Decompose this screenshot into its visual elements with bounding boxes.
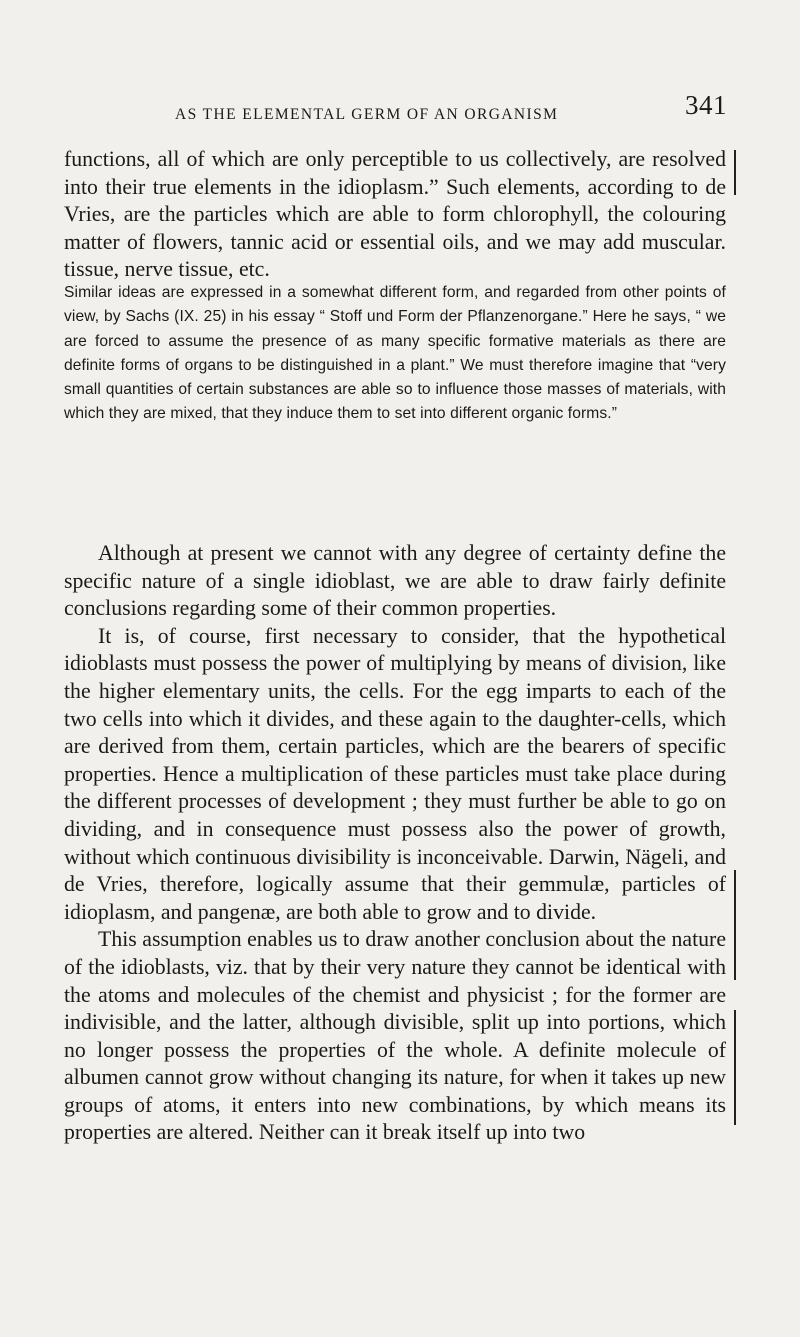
main-text [64, 540, 726, 1147]
paragraph-although: Although at present we cannot with any degree of certainty define the specific nature of a single idioblast, we are able to draw fairly definite conclusions regarding some of their common properties. [64, 541, 726, 621]
paragraph-text: functions, all of which are only perceptible to us collectively, are resolved into their true elements in the idioplasm.” Such elements, according to de Vries, are the particles which are able to form chlorophyll, the colouring matter of flowers, tannic acid or essential oils, and we may add muscular. tissue, nerve tissue, etc. [64, 147, 726, 282]
scan-mark [734, 150, 736, 195]
continuation-paragraph [64, 146, 726, 284]
page-number: 341 [685, 90, 727, 120]
scan-mark [734, 1010, 736, 1125]
quote-text: Similar ideas are expressed in a somewhat different form, and regarded from other points of view, by Sachs (IX. 25) in his essay “ Stoff und Form der Pflanzenorgane.” Here he says, “ we are forced to assume the presence of as many specific formative materials as there are definite forms of organs to be distinguished in a plant.” We must therefore imagine that “very small quantities of certain substances are able so to influence those masses of materials, with which they are mixed, that they induce them to set into different organic forms.” [64, 284, 726, 423]
quoted-passage [64, 281, 726, 427]
running-head [175, 90, 725, 134]
running-title: AS THE ELEMENTAL GERM OF AN ORGANISM [175, 106, 559, 123]
paragraph-this-assumption: This assumption enables us to draw another conclusion about the nature of the idioblasts, viz. that by their very nature they cannot be identical with the atoms and molecules of the chemist and physicist ; for the former are indivisible, and the latter, although divisible, split up into portions, which no longer possess the properties of the whole. A definite molecule of albumen cannot grow without changing its nature, for when it takes up new groups of atoms, it enters into new combinations, by which means its properties are altered. Neither can it break itself up into two [64, 927, 726, 1145]
scan-mark [734, 870, 736, 980]
paragraph-it-is: It is, of course, first necessary to consider, that the hypothetical idioblasts must possess the power of multiplying by means of division, like the higher elementary units, the cells. For the egg imparts to each of the two cells into which it divides, and these again to the daughter-cells, which are derived from them, certain particles, which are the bearers of specific properties. Hence a multiplication of these particles must take place during the different processes of development ; they must further be able to go on dividing, and in consequence must possess also the power of growth, without which continuous divisibility is inconceivable. Darwin, Nägeli, and de Vries, therefore, logically assume that their gemmulæ, particles of idioplasm, and pangenæ, are both able to grow and to divide. [64, 623, 726, 924]
